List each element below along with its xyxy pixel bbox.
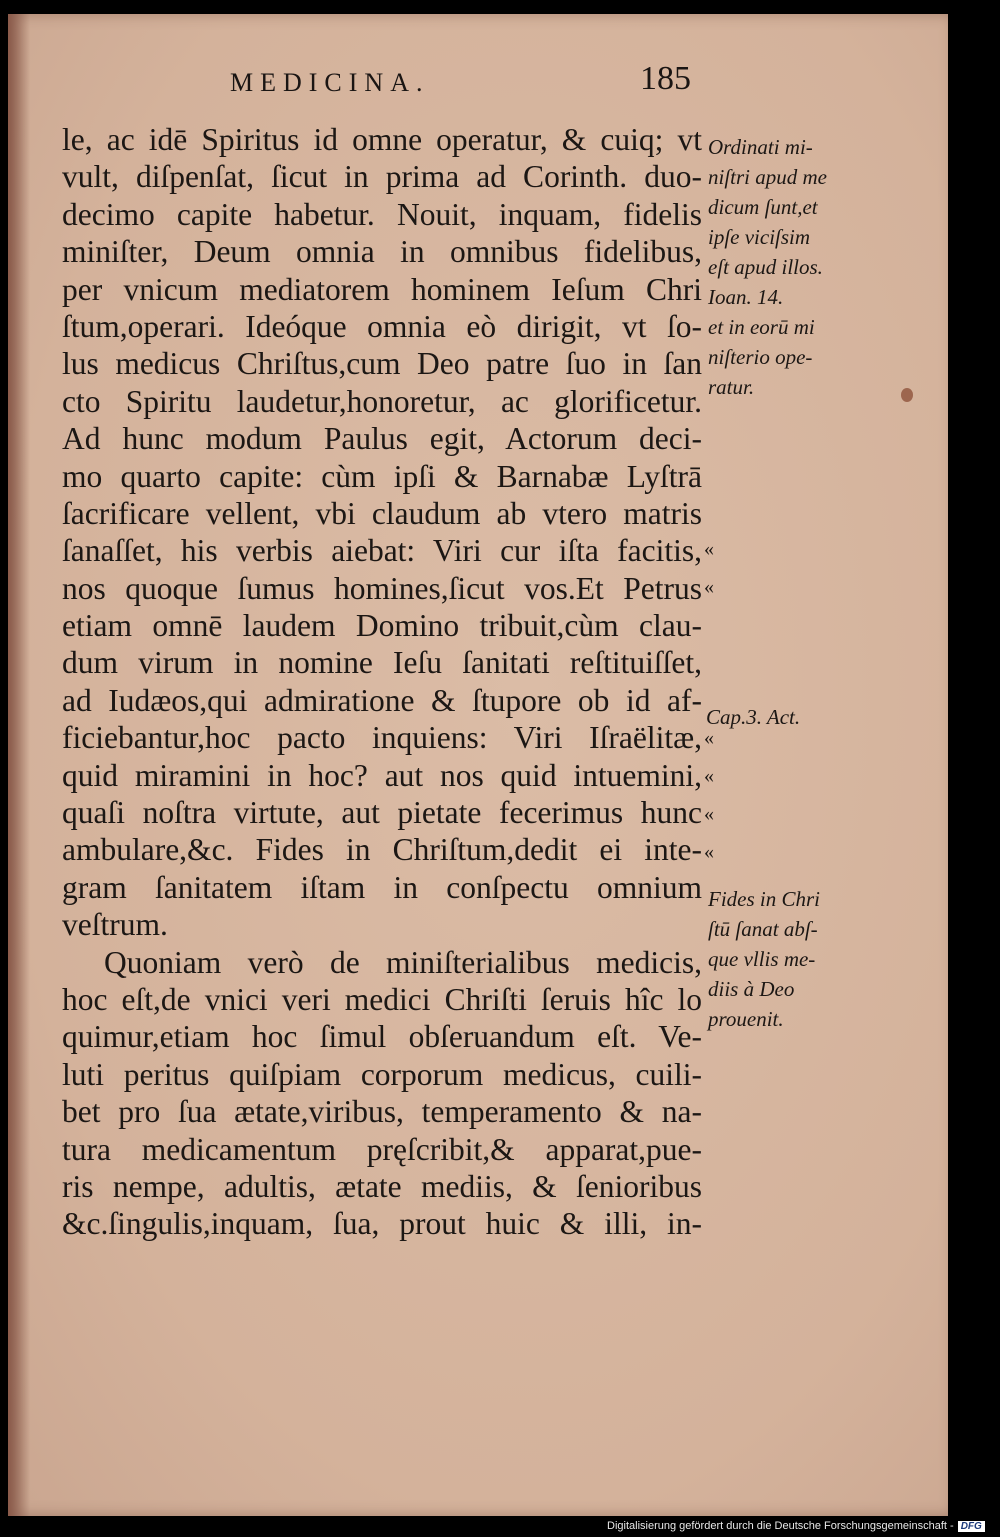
body-line: per vnicum mediatorem hominem Ieſum Chri — [62, 271, 702, 307]
quote-mark: « — [704, 538, 714, 560]
body-line: Ad hunc modum Paulus egit, Actorum deci- — [62, 421, 702, 457]
body-line: lus medicus Chriſtus,cum Deo patre ſuo in ſan — [62, 346, 702, 382]
body-line: ſanaſſet, his verbis aiebat: Viri cur iſta facitis, — [62, 533, 702, 569]
body-line: bet pro ſua ætate,viribus, temperamento & na- — [62, 1094, 702, 1130]
side-note-line: prouenit. — [708, 1007, 784, 1031]
quote-mark: « — [704, 765, 714, 787]
body-line: dum virum in nomine Ieſu ſanitati reſtituiſſet, — [62, 645, 702, 681]
body-line: quimur,etiam hoc ſimul obſeruandum eſt. Ve- — [62, 1019, 702, 1055]
side-note-line: ipſe viciſsim — [708, 225, 811, 249]
body-line: luti peritus quiſpiam corporum medicus, cuili- — [62, 1056, 702, 1092]
running-head: MEDICINA. — [230, 68, 430, 97]
side-note-line: Ioan. 14. — [708, 285, 784, 309]
body-line: nos quoque ſumus homines,ſicut vos.Et Petrus — [62, 570, 702, 606]
page-number: 185 — [640, 60, 691, 97]
body-line: tura medicamentum pręſcribit,& apparat,pue- — [62, 1131, 702, 1167]
side-note-line: niſterio ope- — [708, 345, 813, 369]
side-note-line: eſt apud illos. — [708, 255, 823, 279]
body-line: veſtrum. — [62, 907, 168, 943]
quote-mark: « — [704, 576, 714, 598]
body-line: miniſter, Deum omnia in omnibus fidelibus, — [62, 234, 702, 270]
quote-mark: « — [704, 803, 714, 825]
side-note-line: ratur. — [708, 375, 755, 399]
side-note-line: ſtū ſanat abſ- — [708, 917, 818, 941]
side-note-line: que vllis me- — [708, 947, 816, 971]
body-line: quaſi noſtra virtute, aut pietate fecerimus hunc — [62, 795, 702, 831]
body-line: Quoniam verò de miniſterialibus medicis, — [104, 944, 702, 980]
side-note-line: Fides in Chri — [708, 887, 821, 911]
body-line: etiam omnē laudem Domino tribuit,cùm clau- — [62, 608, 702, 644]
body-line: decimo capite habetur. Nouit, inquam, fidelis — [62, 196, 702, 232]
body-line: hoc eſt,de vnici veri medici Chriſti ſeruis hîc lo — [62, 981, 702, 1017]
body-line: gram ſanitatem iſtam in conſpectu omnium — [62, 869, 702, 905]
page-gutter-shadow — [8, 14, 30, 1516]
side-note-acts-reference — [706, 702, 800, 732]
footer-credit: Digitalisierung gefördert durch die Deutsche Forschungsgemeinschaft - — [607, 1520, 954, 1532]
body-line: quid miramini in hoc? aut nos quid intuemini, — [62, 757, 702, 793]
side-note-line: et in eorū mi — [708, 315, 815, 339]
body-line: ris nempe, adultis, ætate mediis, & ſenioribus — [62, 1168, 702, 1204]
side-note-line: Ordinati mi- — [708, 135, 813, 159]
body-line: vult, diſpenſat, ſicut in prima ad Corinth. duo- — [62, 159, 702, 195]
digitization-footer — [607, 1520, 985, 1532]
body-line: ſacrificare vellent, vbi claudum ab vtero matris — [62, 495, 702, 531]
side-note-line: diis à Deo — [708, 977, 795, 1001]
body-line: le, ac idē Spiritus id omne operatur, & cuiq; vt — [62, 122, 702, 157]
body-line: ambulare,&c. Fides in Chriſtum,dedit ei inte- — [62, 832, 702, 868]
body-line: ad Iudæos,qui admiratione & ſtupore ob id af- — [62, 682, 702, 718]
body-line: ficiebantur,hoc pacto inquiens: Viri Iſraëlitæ, — [62, 720, 702, 756]
side-note-line: dicum ſunt,et — [708, 195, 818, 219]
body-line: cto Spiritu laudetur,honoretur, ac glorificetur. — [62, 383, 702, 419]
side-note-ministers — [708, 132, 827, 402]
foxing-stain — [901, 388, 913, 402]
quote-mark: « — [704, 841, 714, 863]
side-note-line: niſtri apud me — [708, 165, 827, 189]
body-line: ſtum,operari. Ideóque omnia eò dirigit, vt ſo- — [62, 308, 702, 344]
body-line: &c.ſingulis,inquam, ſua, prout huic & illi, in- — [62, 1206, 702, 1242]
body-text — [62, 121, 702, 1243]
dfg-logo: DFG — [958, 1521, 985, 1532]
side-note-faith-heals — [708, 884, 820, 1034]
body-line: mo quarto capite: cùm ipſi & Barnabæ Lyſtrā — [62, 458, 702, 494]
quote-mark: « — [704, 727, 714, 749]
side-note-line: Cap.3. Act. — [706, 705, 801, 729]
